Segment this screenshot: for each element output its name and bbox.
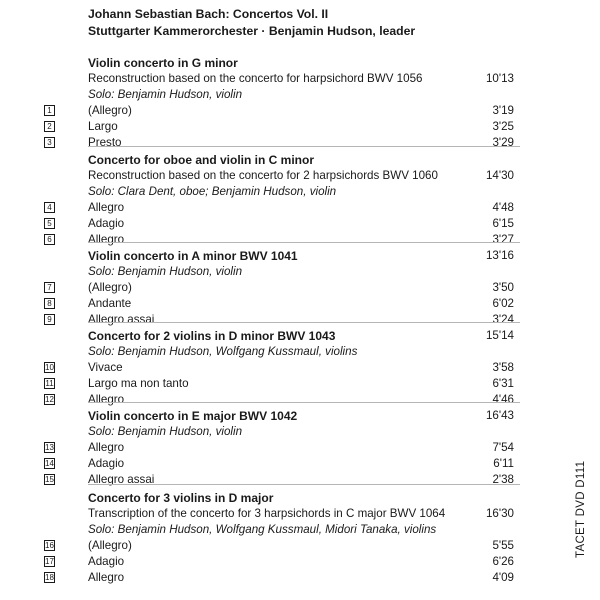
track-number: 18 (45, 573, 54, 582)
track-time: 3'58 (492, 361, 514, 374)
album-title: Johann Sebastian Bach: Concertos Vol. II (88, 7, 329, 21)
track-number: 5 (44, 218, 55, 229)
track-number: 7 (44, 282, 55, 293)
track-time: 3'25 (492, 120, 514, 133)
section-divider (88, 242, 520, 243)
soloists: Solo: Benjamin Hudson, violin (88, 265, 243, 278)
concerto-section (0, 55, 600, 151)
track-row (0, 392, 600, 408)
concerto-title-row (0, 490, 600, 506)
soloists: Solo: Benjamin Hudson, violin (88, 425, 243, 438)
track-name: Allegro assai (88, 313, 155, 326)
concerto-title: Concerto for 2 violins in D minor BWV 1043 (88, 329, 336, 343)
track-time: 7'54 (492, 441, 514, 454)
track-time: 4'09 (492, 571, 514, 584)
section-divider (88, 146, 520, 147)
concerto-title: Concerto for 3 violins in D major (88, 491, 274, 505)
track-name: Largo ma non tanto (88, 377, 189, 390)
track-number: 16 (45, 541, 54, 550)
track-name: (Allegro) (88, 104, 132, 117)
track-time: 3'27 (492, 233, 514, 246)
track-name: Adagio (88, 555, 125, 568)
concerto-section (0, 408, 600, 488)
soloist-row (0, 522, 600, 538)
track-number: 12 (45, 395, 54, 404)
track-number: 13 (45, 443, 54, 452)
concerto-title-row (0, 152, 600, 168)
concerto-title-row (0, 55, 600, 71)
concerto-total-time: 15'14 (485, 329, 514, 342)
soloist-row (0, 184, 600, 200)
track-name: Adagio (88, 217, 125, 230)
header (88, 6, 415, 40)
track-row (0, 376, 600, 392)
track-number: 11 (45, 379, 54, 388)
track-row (0, 232, 600, 248)
track-row (0, 312, 600, 328)
track-time: 4'48 (492, 201, 514, 214)
track-time: 3'24 (492, 313, 514, 326)
concerto-description-row (0, 71, 600, 87)
track-number: 8 (44, 298, 55, 309)
track-time: 2'38 (492, 473, 514, 486)
track-row (0, 360, 600, 376)
track-number: 6 (44, 234, 55, 245)
track-name: (Allegro) (88, 281, 132, 294)
track-row (0, 538, 600, 554)
track-time: 6'31 (492, 377, 514, 390)
track-time: 3'19 (492, 104, 514, 117)
track-time: 4'46 (492, 393, 514, 406)
soloist-row (0, 264, 600, 280)
track-name: (Allegro) (88, 539, 132, 552)
concerto-description: Reconstruction based on the concerto for 2 harpsichords BWV 1060 (88, 169, 438, 182)
track-row (0, 570, 600, 586)
soloist-row (0, 424, 600, 440)
track-name: Allegro (88, 233, 125, 246)
track-number: 14 (45, 459, 54, 468)
track-row (0, 472, 600, 488)
track-name: Allegro (88, 441, 125, 454)
track-name: Adagio (88, 457, 125, 470)
track-number: 17 (45, 557, 54, 566)
concerto-total-time: 10'13 (485, 72, 514, 85)
concerto-title: Violin concerto in A minor BWV 1041 (88, 249, 298, 263)
track-number: 15 (45, 475, 54, 484)
track-name: Vivace (88, 361, 123, 374)
track-time: 6'15 (492, 217, 514, 230)
concerto-section (0, 490, 600, 586)
soloist-row (0, 344, 600, 360)
track-row (0, 440, 600, 456)
soloist-row (0, 87, 600, 103)
track-name: Presto (88, 136, 122, 149)
concerto-section (0, 328, 600, 408)
section-divider (88, 402, 520, 403)
track-time: 5'55 (492, 539, 514, 552)
track-time: 6'02 (492, 297, 514, 310)
catalog-number: TACET DVD D111 (575, 460, 587, 558)
concerto-description: Transcription of the concerto for 3 harpsichords in C major BWV 1064 (88, 507, 446, 520)
concerto-description-row (0, 168, 600, 184)
concerto-total-time: 14'30 (485, 169, 514, 182)
track-time: 6'26 (492, 555, 514, 568)
track-time: 6'11 (493, 457, 514, 470)
track-row (0, 296, 600, 312)
track-time: 3'50 (492, 281, 514, 294)
track-row (0, 119, 600, 135)
concerto-description-row (0, 506, 600, 522)
concerto-section (0, 152, 600, 248)
track-row (0, 200, 600, 216)
track-row (0, 280, 600, 296)
album-subtitle: Stuttgarter Kammerorchester · Benjamin Hudson, leader (88, 24, 416, 38)
track-name: Largo (88, 120, 118, 133)
track-name: Allegro assai (88, 473, 155, 486)
track-row (0, 135, 600, 151)
track-number: 10 (45, 363, 54, 372)
track-name: Allegro (88, 201, 125, 214)
track-number: 4 (44, 202, 55, 213)
soloists: Solo: Benjamin Hudson, Wolfgang Kussmaul, violins (88, 345, 358, 358)
track-number: 9 (44, 314, 55, 325)
track-number: 2 (44, 121, 55, 132)
concerto-title-row (0, 408, 600, 424)
concerto-title: Violin concerto in G minor (88, 56, 238, 70)
concerto-section (0, 248, 600, 328)
track-number: 3 (44, 137, 55, 148)
track-name: Andante (88, 297, 132, 310)
track-row (0, 456, 600, 472)
soloists: Solo: Benjamin Hudson, violin (88, 88, 243, 101)
concerto-description: Reconstruction based on the concerto for harpsichord BWV 1056 (88, 72, 423, 85)
track-name: Allegro (88, 571, 125, 584)
concerto-title: Concerto for oboe and violin in C minor (88, 153, 315, 167)
concerto-total-time: 13'16 (485, 249, 514, 262)
track-row (0, 554, 600, 570)
section-divider (88, 322, 520, 323)
section-divider (88, 484, 520, 485)
concerto-title: Violin concerto in E major BWV 1042 (88, 409, 298, 423)
concerto-title-row (0, 248, 600, 264)
track-time: 3'29 (492, 136, 514, 149)
soloists: Solo: Benjamin Hudson, Wolfgang Kussmaul, Midori Tanaka, violins (88, 523, 437, 536)
concerto-total-time: 16'30 (485, 507, 514, 520)
track-name: Allegro (88, 393, 125, 406)
track-row (0, 216, 600, 232)
concerto-total-time: 16'43 (485, 409, 514, 422)
track-number: 1 (44, 105, 55, 116)
track-row (0, 103, 600, 119)
soloists: Solo: Clara Dent, oboe; Benjamin Hudson, violin (88, 185, 337, 198)
concerto-title-row (0, 328, 600, 344)
